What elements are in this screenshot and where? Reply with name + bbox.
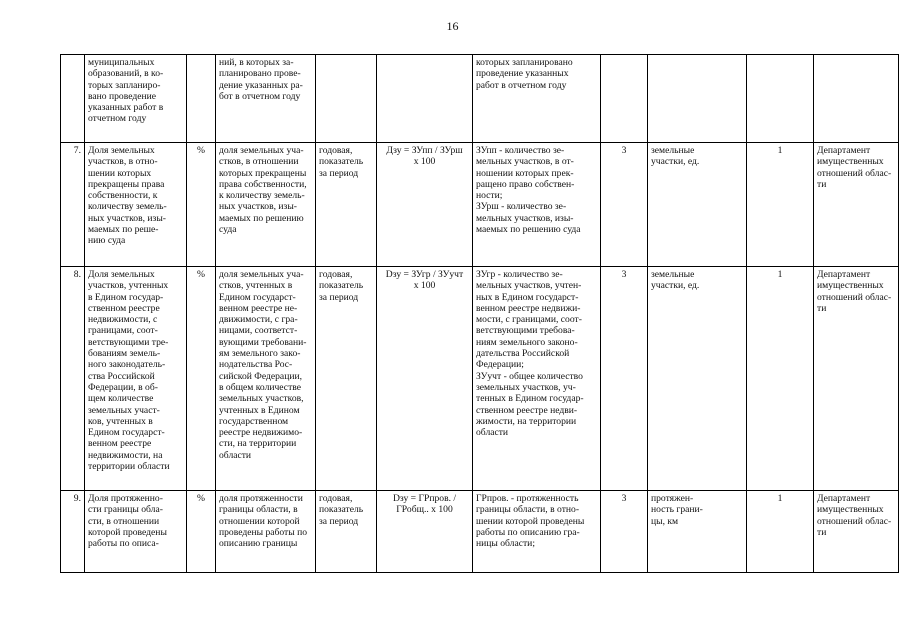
collection-method-cell <box>601 55 648 143</box>
periodicity-line: показатель <box>319 504 364 516</box>
formula-description-line: жимости, на территории <box>476 415 577 427</box>
observation-object-cell <box>648 55 747 143</box>
indicator-definition-line: границы области, в <box>219 504 298 516</box>
indicator-name-line: сти, в отношении <box>88 515 160 527</box>
data-source-cell <box>747 143 814 267</box>
indicator-definition-line: маемых по решению <box>219 212 304 224</box>
formula-description-line: ницы области; <box>476 538 535 550</box>
indicator-name-line: муниципальных <box>88 57 155 68</box>
formula-description-line: мельных участков, учтен- <box>476 280 582 292</box>
formula-description-line: ношении которых прек- <box>476 167 574 179</box>
responsible-department-cell <box>814 267 899 491</box>
indicator-name-cell <box>85 491 187 573</box>
formula-description-line: области <box>476 427 509 439</box>
observation-object-line: участки, ед. <box>651 280 700 292</box>
indicator-name-line: указанных работ в <box>88 102 164 114</box>
indicator-definition-line: бот в отчетном году <box>219 90 301 102</box>
formula-description-line: ности; <box>476 190 503 202</box>
observation-object-cell <box>648 267 747 491</box>
indicator-name-line: участков, в отно- <box>88 156 158 168</box>
indicator-name-line: ных участков, изы- <box>88 212 166 224</box>
responsible-department-cell <box>814 491 899 573</box>
row-number-text: 8. <box>73 269 81 280</box>
indicator-name-line: Федерации, в об- <box>88 381 158 393</box>
formula-description-line: ЗУрш - количество зе- <box>476 201 567 213</box>
formula-description-line: работы по описанию гра- <box>476 526 580 538</box>
collection-method-text: 3 <box>621 269 627 280</box>
indicator-definition-line: стков, учтенных в <box>219 280 293 292</box>
data-source-cell <box>747 55 814 143</box>
responsible-department-line: ти <box>817 302 827 314</box>
indicator-definition-cell <box>216 267 316 491</box>
formula-description-line: ниям земельного законо- <box>476 336 578 348</box>
indicator-definition-line: учтенных в Едином <box>219 404 300 416</box>
table-row <box>61 55 899 143</box>
responsible-department-line: имущественных <box>817 280 884 292</box>
indicator-name-line: в Едином государ- <box>88 291 164 303</box>
calculation-formula-line: х 100 <box>413 156 436 168</box>
formula-description-cell <box>473 491 601 573</box>
indicator-name-line: образований, в ко- <box>88 68 164 80</box>
collection-method-cell <box>601 267 648 491</box>
indicator-definition-line: государственном <box>219 415 289 427</box>
indicator-name-line: собственности, к <box>88 190 158 202</box>
indicator-definition-line: ям земельного зако- <box>219 348 301 360</box>
responsible-department-line: Департамент <box>817 145 871 156</box>
formula-description-line: ЗУгр - количество зе- <box>476 269 563 280</box>
data-source-text: 1 <box>777 493 783 504</box>
formula-description-line: которых запланировано <box>476 57 573 68</box>
formula-description-line: работ в отчетном году <box>476 79 567 91</box>
calculation-formula-line: ГРобщ.. х 100 <box>396 504 453 516</box>
indicator-name-line: отчетном году <box>88 113 147 125</box>
table-row <box>61 143 899 267</box>
indicator-definition-line: доля протяженности <box>219 493 303 504</box>
formula-description-line: ращено право собствен- <box>476 178 575 190</box>
calculation-formula-line: х 100 <box>413 280 436 292</box>
row-number-text: 9. <box>73 493 81 504</box>
row-number-cell <box>61 143 85 267</box>
observation-object-line: земельные <box>651 145 695 156</box>
indicator-definition-line: которых прекращены <box>219 167 307 179</box>
periodicity-line: за период <box>319 167 359 179</box>
indicator-name-line: количеству земель- <box>88 201 167 213</box>
periodicity-line: годовая, <box>319 145 353 156</box>
indicator-name-line: сти границы обла- <box>88 504 163 516</box>
indicator-name-line: ного законодатель- <box>88 359 166 371</box>
indicator-definition-line: стков, в отношении <box>219 156 299 168</box>
indicator-definition-line: Едином государст- <box>219 291 296 303</box>
periodicity-cell <box>316 143 377 267</box>
formula-description-line: шении которой проведены <box>476 515 585 527</box>
indicator-definition-line: отношении которой <box>219 515 300 527</box>
unit-of-measure-cell <box>187 143 216 267</box>
indicator-name-line: Доля земельных <box>88 269 155 280</box>
periodicity-line: годовая, <box>319 269 353 280</box>
data-source-cell <box>747 267 814 491</box>
row-number-cell <box>61 267 85 491</box>
indicator-name-line: нию суда <box>88 235 126 247</box>
row-number-cell <box>61 55 85 143</box>
indicator-name-line: границами, соот- <box>88 325 158 337</box>
collection-method-cell <box>601 143 648 267</box>
periodicity-cell <box>316 55 377 143</box>
calculation-formula-cell <box>377 143 473 267</box>
indicator-name-line: ветствующими тре- <box>88 336 169 348</box>
indicator-name-line: ков, учтенных в <box>88 415 153 427</box>
indicator-name-line: участков, учтенных <box>88 280 169 292</box>
indicator-name-line: шении которых <box>88 167 152 179</box>
indicator-definition-line: движимости, с гра- <box>219 314 298 326</box>
responsible-department-line: отношений облас- <box>817 291 892 303</box>
observation-object-line: ность грани- <box>651 504 703 516</box>
formula-description-line: ЗУпп - количество зе- <box>476 145 565 156</box>
periodicity-line: за период <box>319 515 359 527</box>
indicator-name-line: территории области <box>88 461 170 473</box>
indicator-name-line: щем количестве <box>88 393 154 405</box>
row-number-text: 7. <box>73 145 81 156</box>
calculation-formula-cell <box>377 267 473 491</box>
indicator-name-line: которой проведены <box>88 526 167 538</box>
indicator-definition-line: планировано прове- <box>219 68 301 80</box>
indicator-name-line: вано проведение <box>88 90 156 102</box>
calculation-formula-cell <box>377 55 473 143</box>
indicator-definition-line: дение указанных ра- <box>219 79 303 91</box>
indicator-definition-line: вующими требовани- <box>219 336 307 348</box>
indicator-name-cell <box>85 55 187 143</box>
unit-of-measure-cell <box>187 55 216 143</box>
indicator-definition-line: доля земельных уча- <box>219 145 304 156</box>
periodicity-cell <box>316 267 377 491</box>
indicator-definition-cell <box>216 55 316 143</box>
responsible-department-cell <box>814 143 899 267</box>
indicator-definition-line: проведены работы по <box>219 526 308 538</box>
formula-description-cell <box>473 55 601 143</box>
indicator-definition-line: венном реестре не- <box>219 302 298 314</box>
calculation-formula-cell <box>377 491 473 573</box>
data-source-text: 1 <box>777 269 783 280</box>
indicator-name-line: бованиям земель- <box>88 348 161 360</box>
indicator-definition-line: суда <box>219 224 237 236</box>
unit-of-measure-text: % <box>197 145 205 156</box>
indicator-definition-line: ницами, соответст- <box>219 325 298 337</box>
indicator-name-line: венном реестре <box>88 438 152 450</box>
observation-object-line: земельные <box>651 269 695 280</box>
indicator-definition-cell <box>216 143 316 267</box>
collection-method-cell <box>601 491 648 573</box>
calculation-formula-line: Dзу = ГРпров. / <box>392 493 457 504</box>
formula-description-line: границы области, в отно- <box>476 504 580 516</box>
observation-object-line: протяжен- <box>651 493 694 504</box>
indicator-definition-cell <box>216 491 316 573</box>
responsible-department-line: отношений облас- <box>817 515 892 527</box>
responsible-department-line: имущественных <box>817 156 884 168</box>
formula-description-line: дательства Российской <box>476 348 570 360</box>
row-number-cell <box>61 491 85 573</box>
indicator-definition-line: описанию границы <box>219 538 298 550</box>
responsible-department-line: имущественных <box>817 504 884 516</box>
formula-description-line: Федерации; <box>476 359 524 371</box>
responsible-department-line: Департамент <box>817 493 871 504</box>
formula-description-line: земельных участков, уч- <box>476 381 576 393</box>
indicator-name-line: прекращены права <box>88 178 165 190</box>
periodicity-line: показатель <box>319 156 364 168</box>
indicator-definition-line: нодательства Рос- <box>219 359 293 371</box>
formula-description-line: венном реестре недвижи- <box>476 302 581 314</box>
periodicity-line: за период <box>319 291 359 303</box>
formula-description-line: проведение указанных <box>476 68 569 80</box>
formula-description-line: мости, с границами, соот- <box>476 314 582 326</box>
formula-description-line: мельных участков, в от- <box>476 156 574 168</box>
indicator-name-line: ства Российской <box>88 370 155 382</box>
indicator-name-line: недвижимости, с <box>88 314 158 326</box>
responsible-department-line: ти <box>817 526 827 538</box>
collection-method-text: 3 <box>621 493 627 504</box>
table-row <box>61 267 899 491</box>
formula-description-line: ЗУучт - общее количество <box>476 370 583 382</box>
indicator-name-line: недвижимости, на <box>88 449 163 461</box>
observation-object-line: цы, км <box>651 515 679 527</box>
formula-description-line: мельных участков, изы- <box>476 212 574 224</box>
periodicity-cell <box>316 491 377 573</box>
formula-description-cell <box>473 143 601 267</box>
formula-description-line: ственном реестре недви- <box>476 404 578 416</box>
formula-description-line: ГРпров. - протяженность <box>476 493 579 504</box>
indicator-definition-line: сийской Федерации, <box>219 370 302 382</box>
page-number: 16 <box>446 19 459 33</box>
periodicity-line: годовая, <box>319 493 353 504</box>
unit-of-measure-text: % <box>197 269 205 280</box>
observation-object-cell <box>648 143 747 267</box>
formula-description-line: ветствующими требова- <box>476 325 575 337</box>
indicator-definition-line: права собственности, <box>219 178 307 190</box>
indicator-definition-line: реестре недвижимо- <box>219 427 303 439</box>
data-source-text: 1 <box>777 145 783 156</box>
unit-of-measure-text: % <box>197 493 205 504</box>
indicator-definition-line: к количеству земель- <box>219 190 305 202</box>
formula-description-line: тенных в Едином государ- <box>476 393 584 405</box>
indicator-name-cell <box>85 267 187 491</box>
periodicity-line: показатель <box>319 280 364 292</box>
indicator-definition-line: сти, на территории <box>219 438 297 450</box>
indicator-table <box>60 54 899 573</box>
observation-object-cell <box>648 491 747 573</box>
indicator-definition-line: доля земельных уча- <box>219 269 304 280</box>
indicator-name-line: торых запланиро- <box>88 79 161 91</box>
indicator-name-line: Едином государст- <box>88 427 165 439</box>
formula-description-line: маемых по решению суда <box>476 224 581 236</box>
indicator-definition-line: ных участков, изы- <box>219 201 297 213</box>
collection-method-text: 3 <box>621 145 627 156</box>
calculation-formula-line: Дзу = ЗУпп / ЗУрш <box>386 145 463 156</box>
indicator-name-line: работы по описа- <box>88 538 159 550</box>
table-row <box>61 491 899 573</box>
responsible-department-cell <box>814 55 899 143</box>
indicator-name-line: земельных участ- <box>88 404 160 416</box>
observation-object-line: участки, ед. <box>651 156 700 168</box>
unit-of-measure-cell <box>187 267 216 491</box>
indicator-name-cell <box>85 143 187 267</box>
indicator-name-line: ственном реестре <box>88 302 160 314</box>
unit-of-measure-cell <box>187 491 216 573</box>
responsible-department-line: ти <box>817 178 827 190</box>
indicator-name-line: маемых по реше- <box>88 224 159 236</box>
calculation-formula-line: Dзу = ЗУгр / ЗУучт <box>385 269 464 280</box>
formula-description-line: ных в Едином государст- <box>476 291 579 303</box>
formula-description-cell <box>473 267 601 491</box>
indicator-name-line: Доля земельных <box>88 145 155 156</box>
data-source-cell <box>747 491 814 573</box>
indicator-name-line: Доля протяженно- <box>88 493 163 504</box>
indicator-definition-line: ний, в которых за- <box>219 57 294 68</box>
indicator-definition-line: земельных участков, <box>219 393 304 405</box>
responsible-department-line: Департамент <box>817 269 871 280</box>
indicator-definition-line: в общем количестве <box>219 381 301 393</box>
responsible-department-line: отношений облас- <box>817 167 892 179</box>
indicator-definition-line: области <box>219 449 252 461</box>
